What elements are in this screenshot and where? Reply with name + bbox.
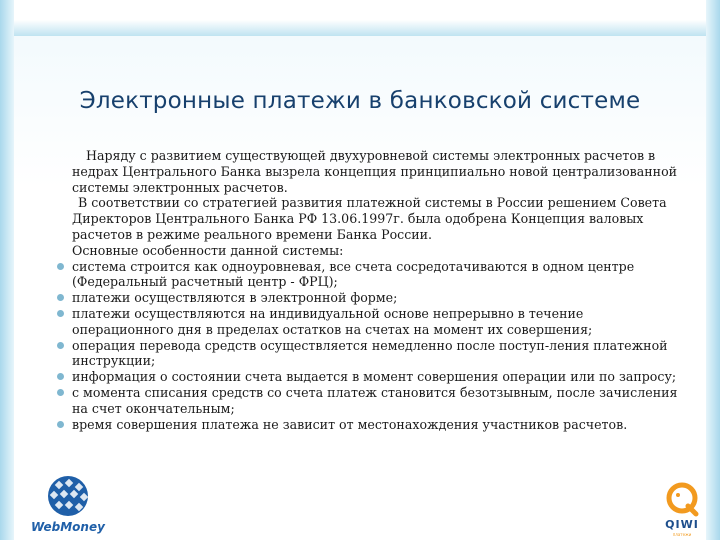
slide-body	[60, 148, 680, 432]
list-item-text: время совершения платежа не зависит от местонахождения участников расчетов.	[72, 416, 628, 432]
bullet-icon	[57, 389, 64, 396]
list-item-text: система строится как одноуровневая, все счета сосредотачиваются в одном центре (Федеральный расчетный центр - ФРЦ);	[72, 258, 635, 290]
list-item-text: платежи осуществляются в электронной форме;	[72, 290, 398, 306]
list-item-text: с момента списания средств со счета платеж становится безотзывным, после зачисления на счет окончательным;	[72, 384, 678, 416]
paragraph-intro: Наряду с развитием существующей двухуровневой системы электронных расчетов в недрах Центрального Банка вызрела концепция принципиально новой централизованной системы электронных расчетов.	[72, 148, 678, 195]
bullet-icon	[57, 263, 64, 270]
list-item	[60, 290, 680, 306]
bullet-icon	[57, 294, 64, 301]
bullet-icon	[57, 310, 64, 317]
list-item	[60, 385, 680, 417]
list-item	[60, 338, 680, 370]
paragraph-features-heading: Основные особенности данной системы:	[72, 242, 344, 258]
bullet-icon	[57, 373, 64, 380]
paragraph-concept: В соответствии со стратегией развития платежной системы в России решением Совета Директоров Центрального Банка РФ 13.06.1997г. была одобрена Концепция валовых расчетов в режиме реального времени Банка России.	[72, 195, 667, 242]
list-item	[60, 369, 680, 385]
qiwi-logo-subtext: платежи	[672, 532, 692, 537]
frame-right	[706, 0, 720, 540]
webmoney-logo-text: WebMoney	[31, 520, 105, 534]
list-item	[60, 259, 680, 291]
list-item-text: информация о состоянии счета выдается в момент совершения операции или по запросу;	[72, 369, 677, 385]
qiwi-logo-text: QIWI	[665, 518, 699, 531]
list-item	[60, 417, 680, 433]
list-item	[60, 306, 680, 338]
feature-list	[60, 259, 680, 433]
list-item-text: операция перевода средств осуществляется немедленно после поступ-ления платежной инструкции;	[72, 337, 668, 369]
bullet-icon	[57, 342, 64, 349]
bullet-icon	[57, 421, 64, 428]
frame-left	[0, 0, 14, 540]
frame-top	[0, 0, 720, 36]
list-item-text: платежи осуществляются на индивидуальной основе непрерывно в течение операционного дня в пределах остатков на счетах на момент их совершения;	[72, 305, 593, 337]
slide-title: Электронные платежи в банковской системе	[79, 88, 641, 114]
